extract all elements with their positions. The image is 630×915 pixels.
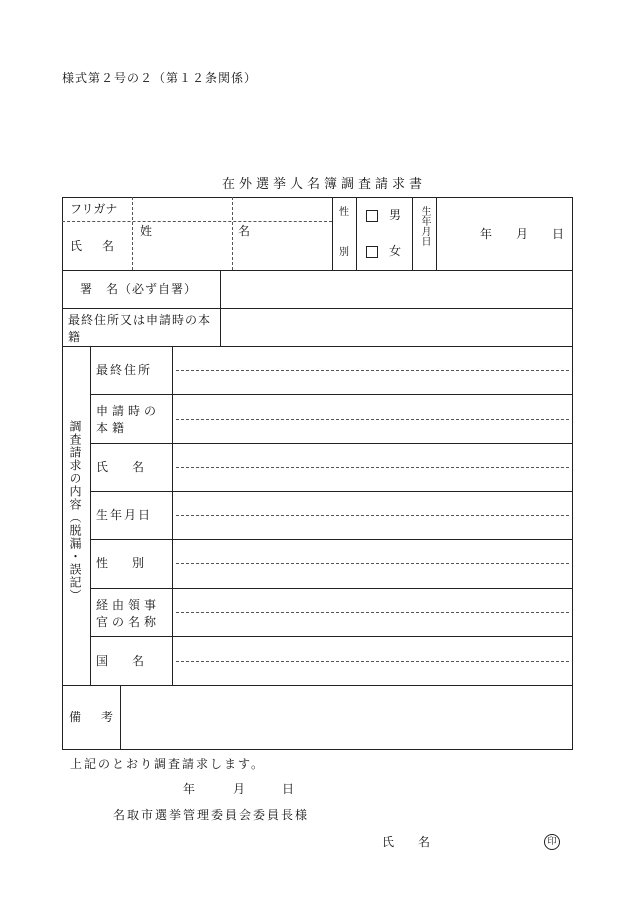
surname-label: 姓	[140, 224, 153, 238]
last-address-field[interactable]	[221, 309, 572, 345]
request-row-label: 最終住所	[96, 363, 153, 377]
signer-label: 氏 名	[382, 835, 437, 849]
female-label: 女	[389, 244, 402, 258]
dob-month: 月	[516, 227, 529, 241]
rule	[412, 197, 413, 270]
request-row-field[interactable]	[173, 444, 572, 490]
request-row-field[interactable]	[173, 540, 572, 587]
request-row-label: 国 名	[96, 654, 151, 668]
remarks-field[interactable]	[121, 686, 572, 749]
remarks-label: 備 考	[69, 710, 118, 724]
request-row-field[interactable]	[173, 492, 572, 538]
dob-day: 日	[552, 227, 565, 241]
signature-field[interactable]	[221, 271, 572, 307]
request-row-field[interactable]	[173, 637, 572, 684]
given-name-label: 名	[238, 224, 251, 238]
date-month: 月	[233, 782, 246, 796]
request-row-label: 生年月日	[96, 508, 153, 522]
furigana-surname-field[interactable]	[133, 198, 232, 220]
dob-label: 生年月日	[419, 206, 430, 246]
rule	[332, 197, 333, 270]
request-row-label: 性 別	[96, 556, 151, 570]
sex-label-top: 性	[339, 207, 349, 218]
request-row-field[interactable]	[173, 395, 572, 442]
rule	[90, 346, 91, 685]
form-id: 様式第２号の２（第１２条関係）	[62, 71, 258, 85]
date-year: 年	[183, 782, 196, 796]
addressee: 名取市選挙管理委員会委員長様	[113, 808, 310, 822]
request-row-label: 申請時の本籍	[96, 404, 161, 435]
dob-year: 年	[480, 227, 493, 241]
male-label: 男	[389, 208, 402, 222]
request-row-field[interactable]	[173, 347, 572, 393]
request-section-label: 調査請求の内容（脱漏・誤記）	[68, 420, 82, 602]
statement: 上記のとおり調査請求します。	[70, 757, 266, 771]
request-row-field[interactable]	[173, 589, 572, 635]
name-label: 氏 名	[70, 239, 119, 253]
form-title: 在外選挙人名簿調査請求書	[222, 177, 427, 192]
rule	[356, 197, 357, 270]
furigana-label: フリガナ	[70, 202, 118, 216]
request-row-label: 経由領事官の名称	[96, 598, 161, 629]
given-name-field[interactable]	[233, 222, 331, 269]
date-day: 日	[282, 782, 295, 796]
request-row-label: 氏 名	[96, 460, 151, 474]
sex-label-bottom: 別	[339, 247, 349, 258]
furigana-given-field[interactable]	[233, 198, 331, 220]
signature-label: 署 名（必ず自署）	[80, 282, 198, 296]
male-checkbox[interactable]	[366, 210, 378, 222]
dob-field[interactable]	[437, 198, 572, 269]
surname-field[interactable]	[133, 222, 232, 269]
last-address-label: 最終住所又は申請時の本籍	[68, 313, 212, 344]
seal-mark: 印	[544, 834, 560, 850]
female-checkbox[interactable]	[366, 246, 378, 258]
